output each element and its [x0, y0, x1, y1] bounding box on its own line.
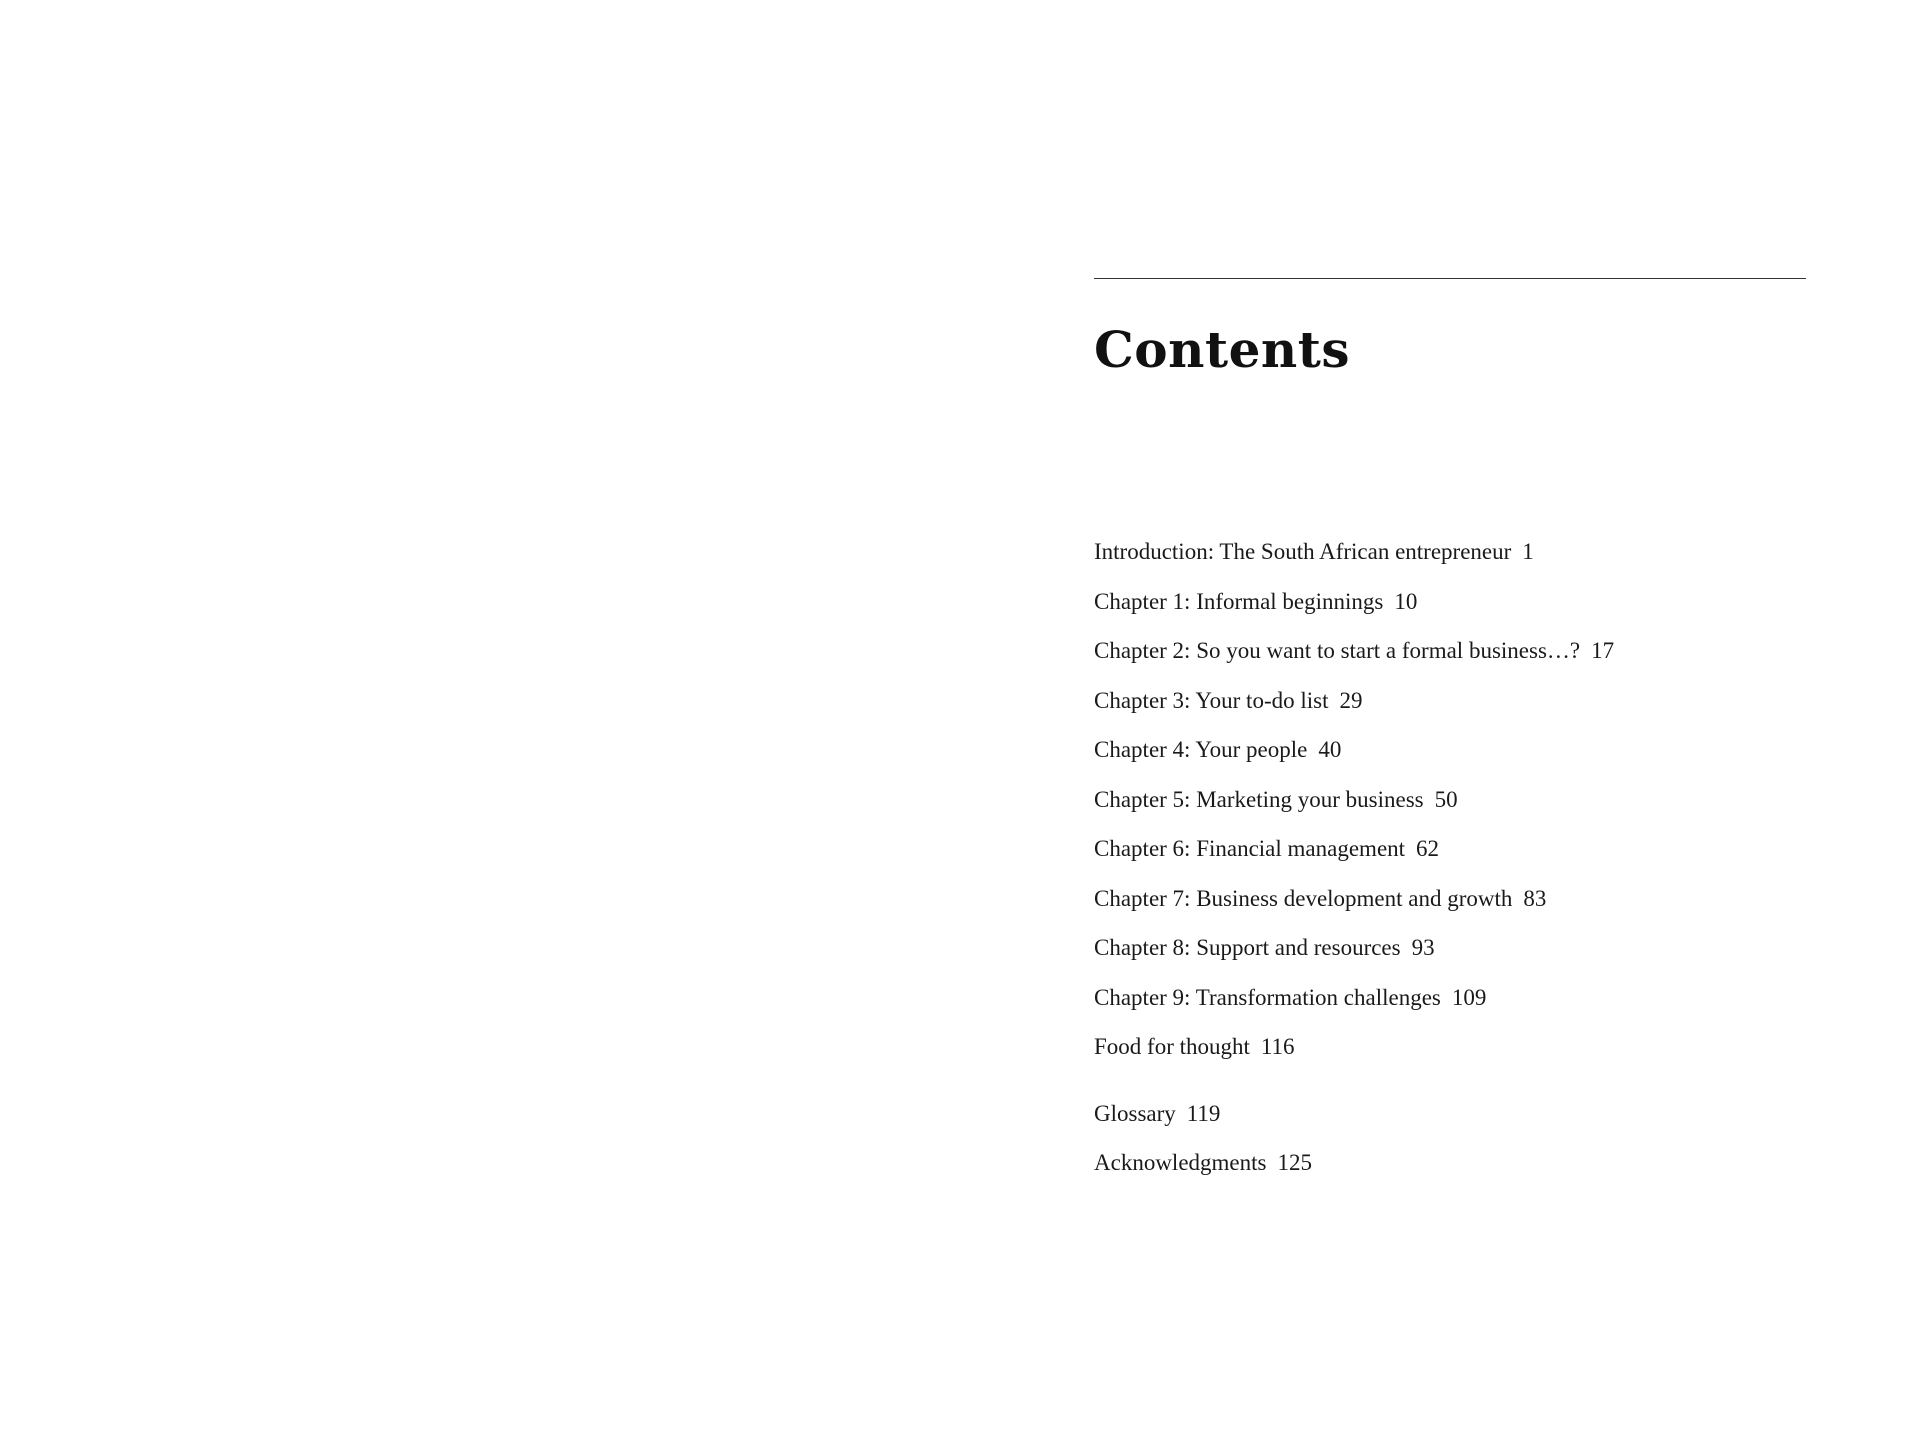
toc-entry-page: 62: [1416, 836, 1440, 861]
table-of-contents: [1094, 532, 1614, 1193]
toc-entry-page: 125: [1277, 1150, 1312, 1175]
toc-entry-label: Introduction: The South African entrepreneur: [1094, 539, 1512, 564]
toc-entry-food-for-thought[interactable]: [1094, 1027, 1614, 1077]
toc-entry-page: 116: [1260, 1034, 1295, 1059]
toc-entry-label: Chapter 3: Your to-do list: [1094, 687, 1329, 713]
toc-entry-chapter-5[interactable]: [1094, 780, 1614, 830]
toc-entry-acknowledgments[interactable]: [1094, 1143, 1614, 1193]
toc-entry-page: 83: [1523, 885, 1547, 911]
toc-entry-page: 17: [1591, 638, 1615, 663]
toc-entry-chapter-8[interactable]: [1094, 928, 1614, 978]
toc-entry-chapter-7[interactable]: [1094, 879, 1614, 929]
toc-entry-page: 40: [1318, 737, 1342, 762]
toc-entry-page: 10: [1394, 588, 1418, 614]
header-rule: [1094, 278, 1806, 279]
toc-entry-chapter-3[interactable]: [1094, 681, 1614, 731]
page-title: Contents: [1094, 320, 1351, 379]
toc-entry-label: Chapter 2: So you want to start a formal business…?: [1094, 638, 1581, 663]
toc-entry-chapter-4[interactable]: [1094, 730, 1614, 780]
toc-entry-glossary[interactable]: [1094, 1094, 1614, 1144]
toc-entry-page: 93: [1411, 935, 1435, 960]
toc-entry-page: 109: [1451, 984, 1487, 1010]
toc-entry-label: Chapter 6: Financial management: [1094, 836, 1406, 861]
toc-entry-page: 119: [1186, 1100, 1221, 1126]
toc-entry-chapter-2[interactable]: [1094, 631, 1614, 681]
toc-entry-chapter-9[interactable]: [1094, 978, 1614, 1028]
toc-entry-introduction[interactable]: [1094, 532, 1614, 582]
toc-entry-label: Chapter 9: Transformation challenges: [1094, 984, 1441, 1010]
toc-entry-page: 1: [1522, 539, 1534, 564]
toc-entry-page: 50: [1434, 786, 1458, 812]
toc-entry-label: Chapter 8: Support and resources: [1094, 935, 1401, 960]
toc-entry-label: Chapter 4: Your people: [1094, 737, 1308, 762]
toc-entry-label: Acknowledgments: [1094, 1150, 1267, 1175]
toc-entry-label: Chapter 1: Informal beginnings: [1094, 588, 1384, 614]
toc-entry-chapter-6[interactable]: [1094, 829, 1614, 879]
toc-entry-chapter-1[interactable]: [1094, 582, 1614, 632]
toc-entry-label: Chapter 5: Marketing your business: [1094, 786, 1424, 812]
toc-entry-label: Chapter 7: Business development and growth: [1094, 885, 1513, 911]
toc-entry-label: Food for thought: [1094, 1034, 1250, 1059]
toc-entry-label: Glossary: [1094, 1100, 1176, 1126]
toc-entry-page: 29: [1339, 687, 1363, 713]
